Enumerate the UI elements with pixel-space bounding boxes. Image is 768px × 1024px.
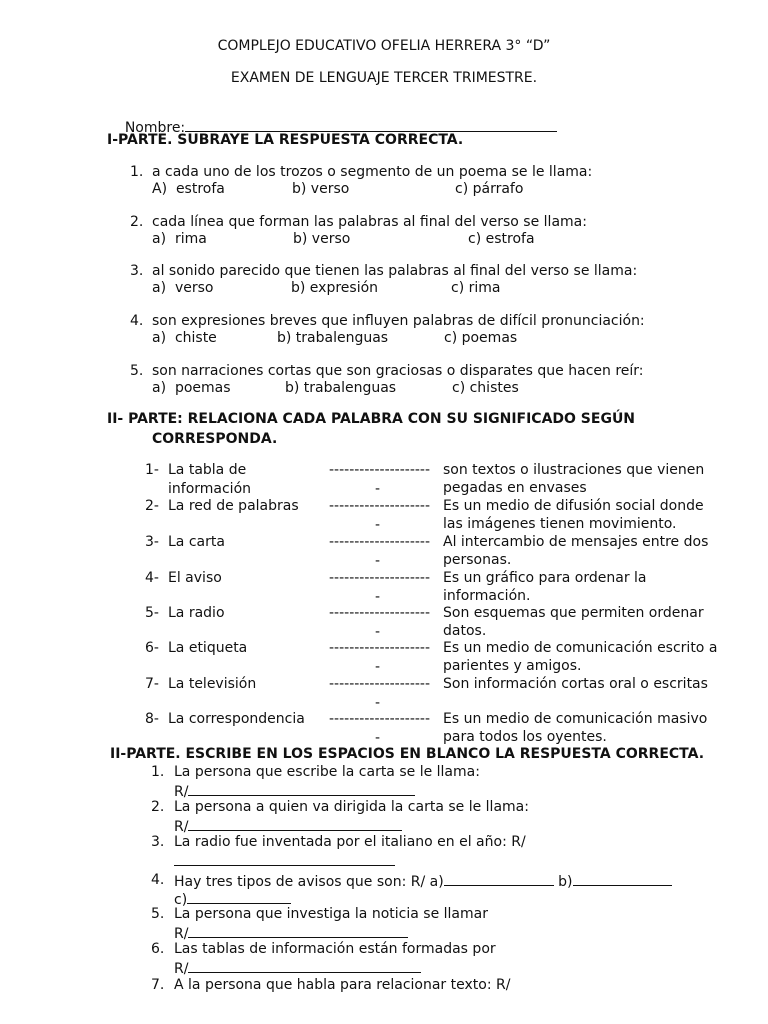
definition[interactable]: son textos o ilustraciones que vienen [443,462,705,478]
definition[interactable]: Son esquemas que permiten ordenar [443,605,704,621]
option-c[interactable]: c) estrofa [468,231,535,247]
option-a[interactable]: A) estrofa [152,181,225,197]
option-a[interactable]: a) verso [152,280,214,296]
part3-title: II-PARTE. ESCRIBE EN LOS ESPACIOS EN BLANCO LA RESPUESTA CORRECTA. [110,746,705,762]
part1-title: I-PARTE. SUBRAYE LA RESPUESTA CORRECTA. [107,132,464,148]
question-text: La persona que investiga la noticia se llamar [174,906,488,922]
question-text: Las tablas de información están formadas por [174,941,496,957]
row-number: 8- [145,711,159,727]
row-number: 3- [145,534,159,550]
connector-dashes: -------------------- [329,711,431,727]
definition[interactable]: Es un medio de comunicación escrito a [443,640,718,656]
answer-field[interactable]: c) [174,890,291,909]
part2-title-line1: II- PARTE: RELACIONA CADA PALABRA CON SU SIGNIFICADO SEGÚN [107,411,636,427]
option-a[interactable]: a) chiste [152,330,217,346]
question-text: La persona a quien va dirigida la carta se le llama: [174,799,529,815]
answer-blank-a[interactable] [444,872,554,886]
name-blank[interactable] [185,118,557,132]
question-text: al sonido parecido que tienen las palabras al final del verso se llama: [152,263,638,279]
answer-blank[interactable] [174,852,395,866]
question-text: A la persona que habla para relacionar texto: R/ [174,977,511,993]
option-a[interactable]: a) rima [152,231,207,247]
answer-field[interactable]: R/ [174,924,408,943]
definition-continued: parientes y amigos. [443,658,582,674]
definition-continued: para todos los oyentes. [443,729,607,745]
row-number: 6- [145,640,159,656]
option-c[interactable]: c) rima [451,280,501,296]
term[interactable]: La tabla de [168,462,247,478]
definition-continued: personas. [443,552,512,568]
definition-continued: pegadas en envases [443,480,587,496]
connector-dash: - [375,481,381,497]
definition[interactable]: Es un gráfico para ordenar la [443,570,647,586]
row-number: 5- [145,605,159,621]
connector-dashes: -------------------- [329,676,431,692]
term[interactable]: El aviso [168,570,222,586]
answer-field[interactable]: R/ [174,817,402,836]
connector-dashes: -------------------- [329,534,431,550]
option-a[interactable]: a) poemas [152,380,231,396]
option-b[interactable]: b) verso [292,181,350,197]
connector-dashes: -------------------- [329,605,431,621]
question-text: a cada uno de los trozos o segmento de un poema se le llama: [152,164,593,180]
row-number: 1- [145,462,159,478]
term[interactable]: La correspondencia [168,711,305,727]
connector-dashes: -------------------- [329,570,431,586]
definition-continued: las imágenes tienen movimiento. [443,516,677,532]
name-label: Nombre: [124,120,186,136]
definition[interactable]: Es un medio de comunicación masivo [443,711,708,727]
answer-blank[interactable] [188,959,421,973]
question-text: cada línea que forman las palabras al final del verso se llama: [152,214,587,230]
definition[interactable]: Al intercambio de mensajes entre dos [443,534,709,550]
connector-dash: - [375,730,381,746]
connector-dashes: -------------------- [329,640,431,656]
connector-dash: - [375,553,381,569]
definition[interactable]: Son información cortas oral o escritas [443,676,708,692]
answer-blank[interactable] [188,817,402,831]
answer-blank-c[interactable] [187,890,291,904]
row-number: 4- [145,570,159,586]
connector-dashes: -------------------- [329,462,431,478]
row-number: 2- [145,498,159,514]
connector-dash: - [375,659,381,675]
connector-dash: - [375,624,381,640]
option-b[interactable]: b) trabalenguas [285,380,397,396]
option-c[interactable]: c) poemas [444,330,518,346]
school-title: COMPLEJO EDUCATIVO OFELIA HERRERA 3° “D” [217,38,551,54]
connector-dash: - [375,589,381,605]
question-text: son narraciones cortas que son graciosas o disparates que hacen reír: [152,363,644,379]
exam-page: COMPLEJO EDUCATIVO OFELIA HERRERA 3° “D” EXAMEN DE LENGUAJE TERCER TRIMESTRE. Nombre: I-PARTE. SUBRAYE LA RESPUESTA CORRECTA. 1. a cada uno de los trozos o segmento de un poema se le llama: A) estrofa b) verso c) párrafo 2. cada línea que forman las palabras al final del verso se llama: a) rima b) verso c) estrofa 3. al sonido parecido que tienen las palabras al final del verso se llama: a) verso b) expresión c) rima 4. son expresiones breves que influyen palabras de difícil pronunciación: a) chiste b) trabalenguas c) poemas 5. son narraciones cortas que son graciosas o disparates que hacen reír: a) poemas b) trabalenguas c) chistes II- PARTE: RELACIONA CADA PALABRA CON SU SIGNIFICADO SEGÚN CORRESPONDA. 1- La tabla de información -------------------- - son textos o ilustraciones que vienen pegadas en envases 2- La red de palabras -------------------- - Es un medio de difusión social donde las imágenes tienen movimiento. 3- La carta -------------------- - Al intercambio de mensajes entre dos personas. 4- El aviso -------------------- - Es un gráfico para ordenar la información. 5- La radio -------------------- - Son esquemas que permiten ordenar datos. 6- La etiqueta -------------------- - Es un medio de comunicación escrito a parientes y amigos. 7- La televisión -------------------- - Son información cortas oral o escritas 8- La correspondencia -------------------- - Es un medio de comunicación masivo para todos los oyentes. II-PARTE. ESCRIBE EN LOS ESPACIOS EN BLANCO LA RESPUESTA CORRECTA. 1. La persona que escribe la carta se le llama: R/ 2. La persona a quien va dirigida la carta se le llama: R/ 3. La radio fue inventada por el italiano en el año: R/ 4. Hay tres tipos de avisos que son: R/ a) b) c) 5. La persona que investiga la noticia se llamar R/ 6. Las tablas de información están formadas por R/ 7. A la persona que habla para relacionar texto: R/ [0,0,768,1024]
question-text: La persona que escribe la carta se le llama: [174,764,480,780]
connector-dash: - [375,695,381,711]
definition[interactable]: Es un medio de difusión social donde [443,498,704,514]
part2-title-line2: CORRESPONDA. [152,431,278,447]
answer-field[interactable]: R/ [174,782,415,801]
row-number: 7- [145,676,159,692]
connector-dash: - [375,517,381,533]
question-text: Hay tres tipos de avisos que son: R/ a) b) [174,872,672,891]
answer-blank[interactable] [188,782,415,796]
option-b[interactable]: b) expresión [291,280,379,296]
term[interactable]: La carta [168,534,225,550]
option-b[interactable]: b) verso [293,231,351,247]
term[interactable]: La red de palabras [168,498,299,514]
exam-title: EXAMEN DE LENGUAJE TERCER TRIMESTRE. [230,70,538,86]
answer-field[interactable] [174,852,395,871]
option-c[interactable]: c) párrafo [455,181,524,197]
option-c[interactable]: c) chistes [452,380,519,396]
question-text: La radio fue inventada por el italiano en el año: R/ [174,834,526,850]
term[interactable]: La etiqueta [168,640,248,656]
term-continued: información [168,481,252,497]
answer-blank[interactable] [188,924,408,938]
definition-continued: datos. [443,623,487,639]
definition-continued: información. [443,588,531,604]
term[interactable]: La televisión [168,676,257,692]
question-text: son expresiones breves que influyen palabras de difícil pronunciación: [152,313,645,329]
term[interactable]: La radio [168,605,225,621]
answer-blank-b[interactable] [573,872,672,886]
option-b[interactable]: b) trabalenguas [277,330,389,346]
answer-field[interactable]: R/ [174,959,421,978]
connector-dashes: -------------------- [329,498,431,514]
